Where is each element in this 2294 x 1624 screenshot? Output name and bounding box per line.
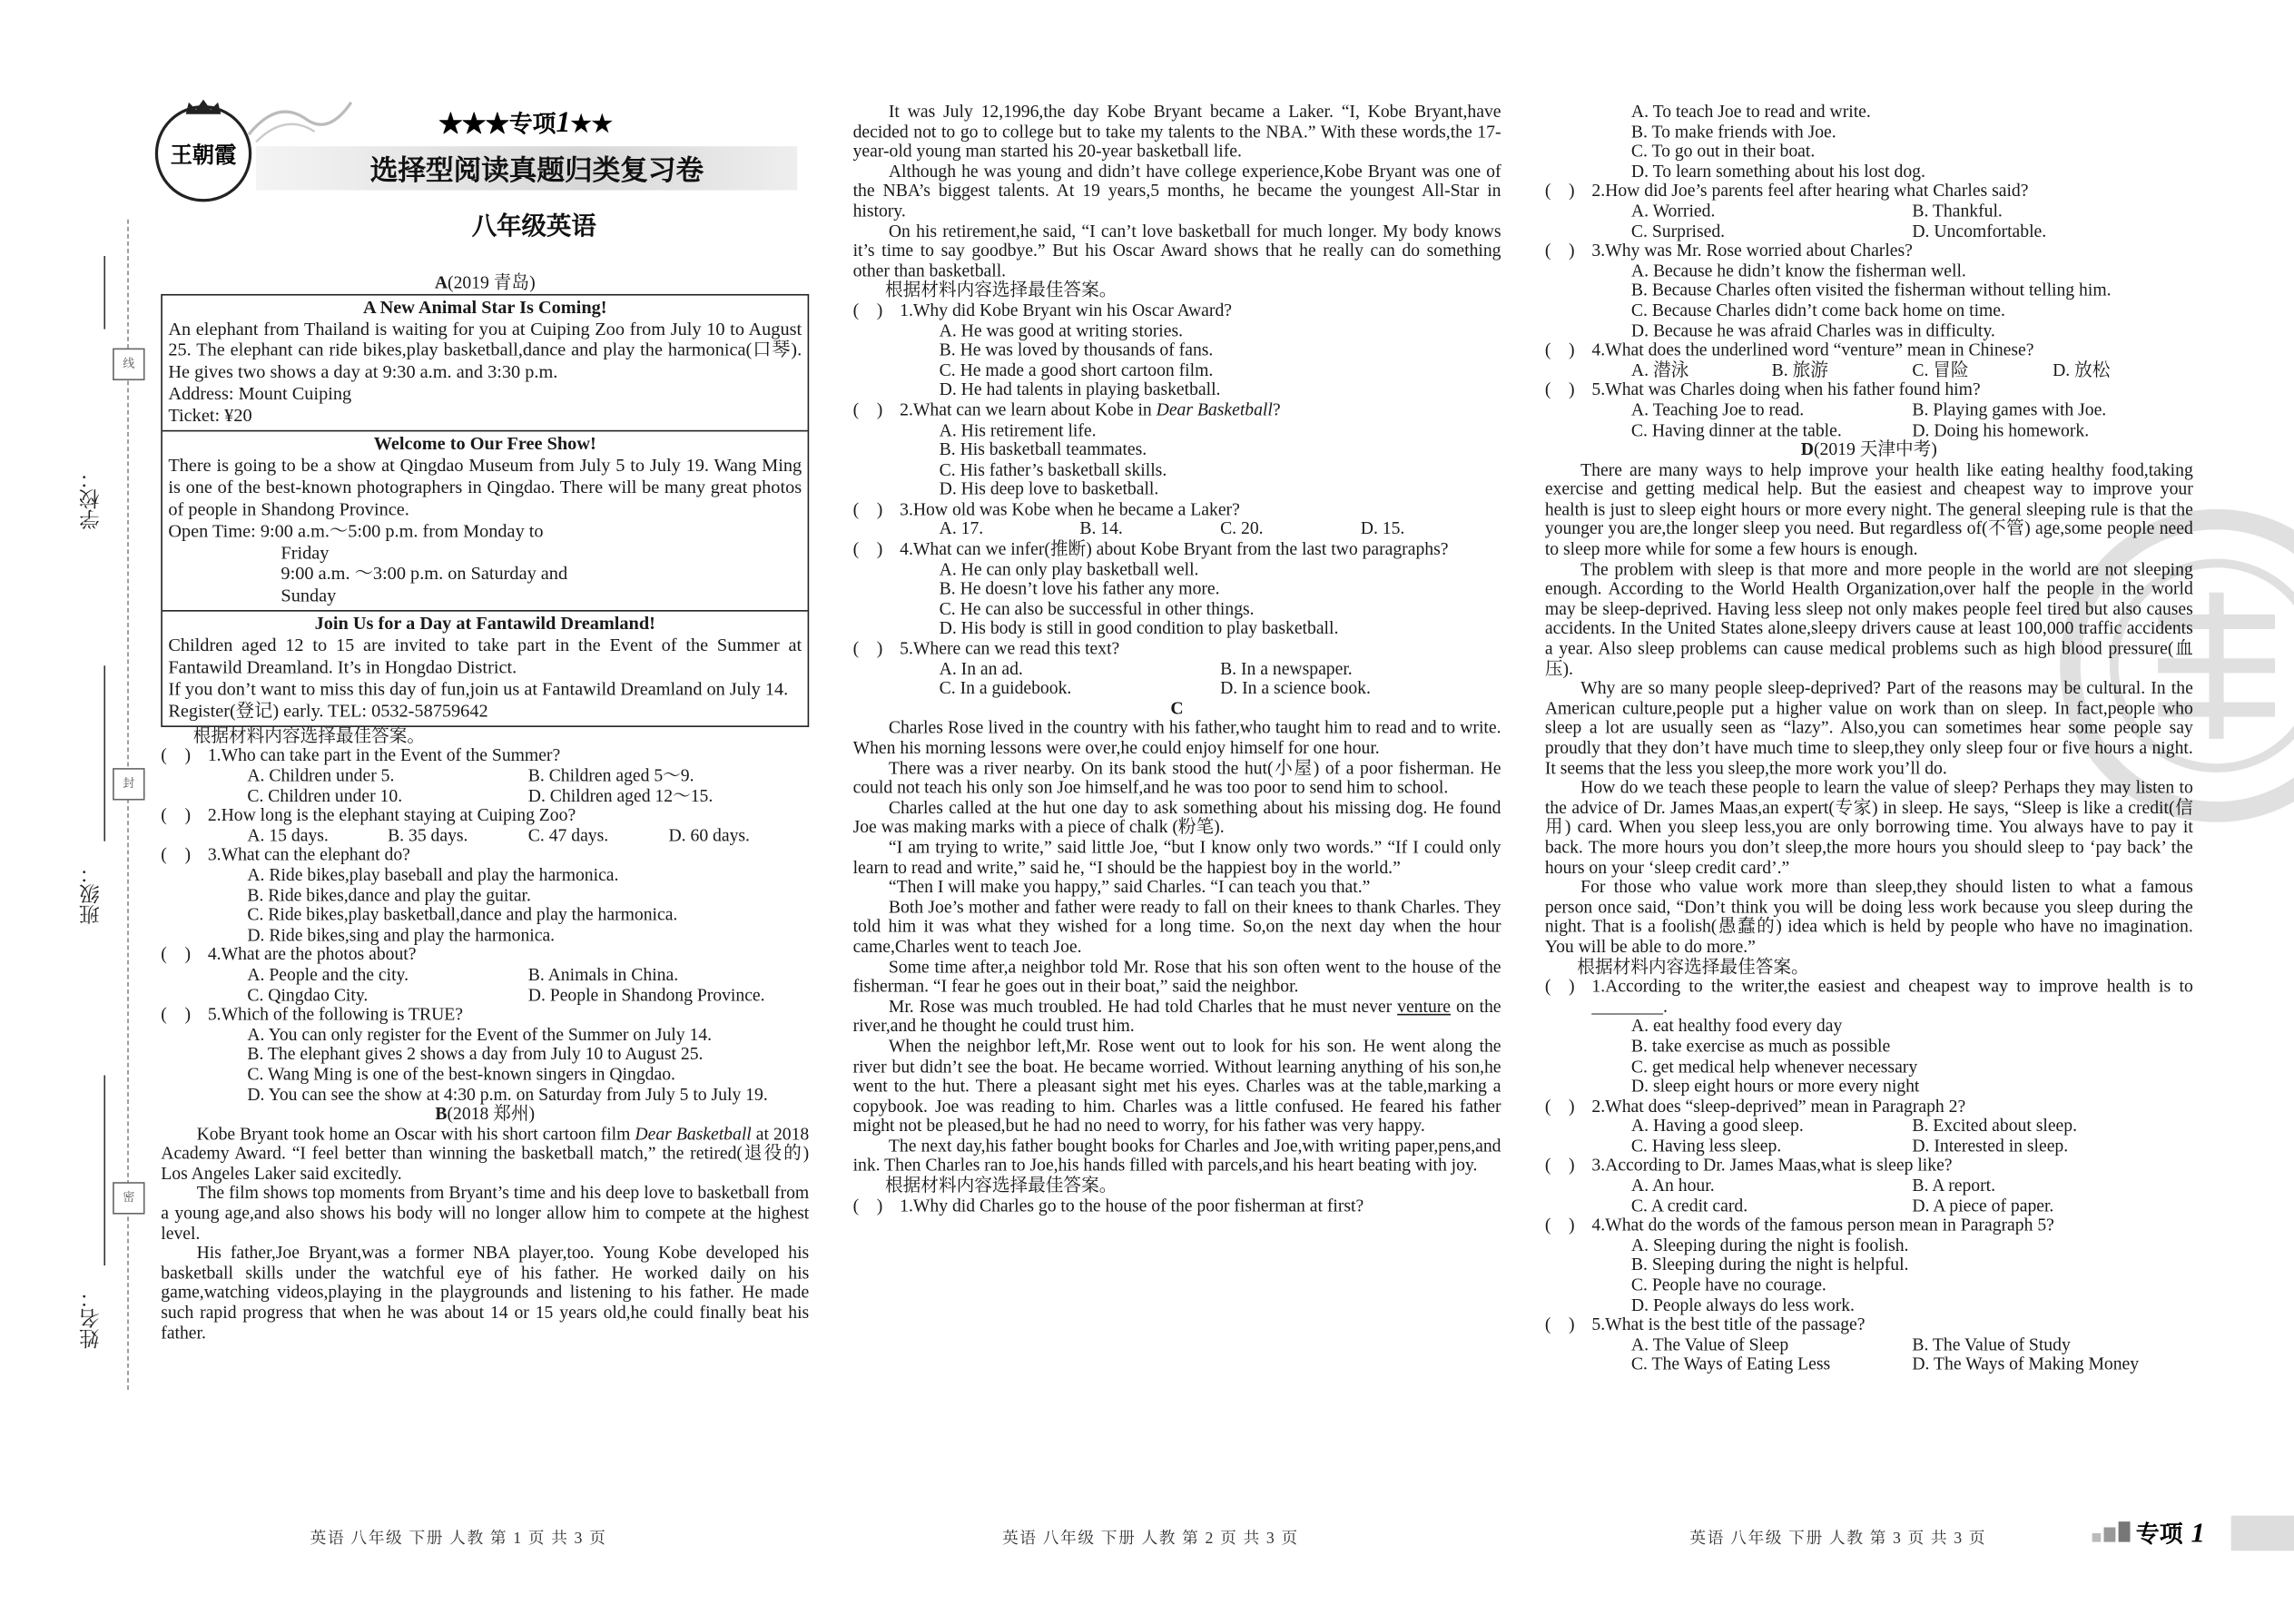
option: C. Because Charles didn’t come back home on time. — [1630, 300, 2005, 320]
question: ( ) 5.Where can we read this text? — [852, 637, 1120, 659]
option: B. He doesn’t love his father any more. — [939, 577, 1220, 599]
ad-title: Welcome to Our Free Show! — [373, 433, 596, 454]
corner-gray-band — [2231, 1516, 2294, 1551]
option: D. He had talents in playing basketball. — [939, 379, 1221, 400]
question-number: 3. — [1591, 1155, 1606, 1176]
instruction: 根据材料内容选择最佳答案。 — [1577, 956, 1809, 977]
question-number: 1. — [207, 744, 222, 766]
question — [161, 946, 809, 966]
option: D. To learn something about his lost dog. — [1630, 160, 1925, 182]
question: ( ) 2.What can we learn about Kobe in Dear Basketball? — [852, 399, 1281, 420]
corner-badge — [2136, 1516, 2205, 1551]
section-a-heading: A(2019 青岛) — [434, 271, 536, 293]
answer-blank[interactable]: ( ) — [161, 804, 192, 826]
ad-title: Join Us for a Day at Fantawild Dreamland! — [314, 613, 655, 635]
question — [161, 806, 809, 826]
option[interactable]: A. An hour. — [1630, 1175, 1715, 1196]
paragraph: “Then I will make you happy,” said Charles. “I can teach you that.” — [888, 876, 1371, 898]
answer-blank[interactable]: ( ) — [161, 1003, 192, 1025]
question-text: How long is the elephant staying at Cuiping Zoo? — [221, 804, 576, 826]
ad-body: There is going to be a show at Qingdao Museum from July 5 to July 19. Wang Ming is one of the best-known photographers in Qingdao. There will be many great photos of people in Shandong Province. — [168, 455, 802, 519]
question-number: 2. — [1591, 1095, 1606, 1117]
paragraph: It was July 12,1996,the day Kobe Bryant became a Laker. “I, Kobe Bryant,have decided not to go to college but to take my talents to the NBA.” With these words,the 17-year-old young man started his 20-year basketball life. — [852, 101, 1501, 162]
paragraph: Some time after,a neighbor told Mr. Rose that his son often went to the house of the fisherman. “I fear he goes out in their boat,” said the neighbor. — [852, 956, 1501, 997]
option[interactable]: C. The Ways of Eating Less — [1630, 1353, 1831, 1374]
option[interactable]: D. sleep eight hours or more every night — [1630, 1075, 1920, 1097]
ad-body: Children aged 12 to 15 are invited to take part in the Event of the Summer at Fantawild Dreamland. It’s in Hongdao District. — [168, 635, 802, 678]
option[interactable]: D. Children aged 12～15. — [527, 784, 714, 806]
binding-line — [103, 1076, 105, 1266]
ad-free-show — [162, 431, 808, 612]
paragraph: There was a river nearby. On its bank stood the hut(小屋) of a poor fisherman. He could not teach his only son Joe himself,and he was too poor to send him to school. — [852, 757, 1501, 798]
special-label: ★★★专项 — [438, 113, 556, 138]
question — [1545, 1315, 2193, 1335]
answer-blank[interactable]: ( ) — [1544, 1155, 1575, 1176]
question: ( ) 3.Why was Mr. Rose worried about Charles? — [1544, 240, 1913, 261]
option[interactable]: D. 60 days. — [668, 824, 750, 846]
question-text: What are the photos about? — [221, 944, 417, 965]
option[interactable]: C. People have no courage. — [1630, 1274, 1826, 1295]
option: C. His father’s basketball skills. — [939, 458, 1167, 480]
ad-body: An elephant from Thailand is waiting for you at Cuiping Zoo from July 10 to August 25. The elephant can ride bikes,play basketball,dance and play the harmonica(口琴). He gives two shows a day at 9:30 a.m. and 3:30 p.m. — [168, 318, 802, 383]
paragraph: The next day,his father bought books for Charles and Joe,with writing paper,pens,and ink. Then Charles ran to Joe,his hands filled with parcels,and his heart beating with joy. — [852, 1135, 1501, 1176]
answer-blank[interactable]: ( ) — [161, 844, 192, 866]
section-d-heading: D(2019 天津中考) — [1800, 438, 1937, 460]
option: D. His body is still in good condition to play basketball. — [939, 617, 1339, 639]
paragraph: Charles called at the hut one day to ask something about his missing dog. He found Joe was making marks with a piece of chalk (粉笔). — [852, 796, 1501, 838]
question-text: Who can take part in the Event of the Summer? — [221, 744, 561, 766]
option[interactable]: B. Excited about sleep. — [1912, 1115, 2078, 1137]
question-text: According to the writer,the easiest and cheapest way to improve health is to ________. — [1591, 976, 2193, 1017]
question: ( ) 4.What can we infer(推断) about Kobe Bryant from the last two paragraphs? — [852, 538, 1449, 559]
question: ( ) 2.How did Joe’s parents feel after hearing what Charles said? — [1544, 180, 2029, 202]
option: B. To make friends with Joe. — [1630, 121, 1836, 142]
special-badge — [438, 105, 612, 141]
underlined-word: venture — [1397, 996, 1452, 1017]
question-number: 5. — [1591, 1314, 1606, 1335]
option: D. Doing his homework. — [1912, 418, 2090, 440]
option: D. His deep love to basketball. — [939, 478, 1159, 500]
option[interactable]: D. People in Shandong Province. — [527, 983, 765, 1005]
option: A. Because he didn’t know the fisherman well. — [1630, 260, 1966, 281]
paragraph: The problem with sleep is that more and more people in the world are not sleeping enough. According to the World Health Organization,over half the people in the world may be sleep-deprived. Having less sleep not only makes people feel tired but also causes accidents. In the United States alone,sleepy drivers cause at least 100,000 traffic accidents a year. Also sleep problems can cause medical problems such as high blood pressure(血压). — [1544, 558, 2193, 679]
question-text: What is the best title of the passage? — [1605, 1314, 1866, 1335]
option: A. 17. — [939, 518, 984, 539]
question — [1545, 1156, 2193, 1176]
question-text: What can the elephant do? — [221, 844, 410, 866]
paragraph: Kobe Bryant took home an Oscar with his short cartoon film Dear Basketball at 2018 Academy Award. “I feel better than winning the basketball match,” the retired(退役的) Los Angeles Laker said excitedly. — [161, 1123, 810, 1184]
option: A. In an ad. — [939, 657, 1023, 679]
option: C. He made a good short cartoon film. — [939, 359, 1214, 380]
option[interactable]: A. People and the city. — [247, 963, 409, 985]
binding-line — [103, 256, 105, 330]
option[interactable]: D. The Ways of Making Money — [1912, 1353, 2140, 1374]
option: B. 旅游 — [1771, 359, 1828, 380]
option: C. He can also be successful in other things. — [939, 597, 1255, 619]
option[interactable]: C. Children under 10. — [247, 784, 403, 806]
question-text: According to Dr. James Maas,what is sleep like? — [1605, 1155, 1953, 1176]
option[interactable]: B. Animals in China. — [527, 963, 679, 985]
option[interactable]: D. You can see the show at 4:30 p.m. on Saturday from July 5 to July 19. — [247, 1083, 768, 1104]
special-stars: ★★ — [570, 113, 613, 138]
logo-text: 王朝霞 — [170, 143, 237, 168]
ad-body: If you don’t want to miss this day of fun,join us at Fantawild Dreamland on July 14. — [168, 678, 789, 700]
option: B. 14. — [1079, 518, 1123, 539]
option[interactable]: B. Ride bikes,dance and play the guitar. — [247, 884, 531, 905]
option[interactable]: C. 47 days. — [527, 824, 609, 846]
answer-blank[interactable]: ( ) — [161, 744, 192, 766]
paragraph: For those who value work more than sleep,they should listen to what a famous person once said, “Don’t think you will be doing less work because you sleep during the night. That is a foolish(愚蠢的) idea which is held by people who have no imagination. You will be able to do more.” — [1544, 876, 2193, 957]
option[interactable]: A. Having a good sleep. — [1630, 1115, 1804, 1137]
option: B. Because Charles often visited the fisherman without telling him. — [1630, 280, 2112, 300]
paragraph: There are many ways to help improve your health like eating healthy food,taking exercise and getting medical help. But the easiest and cheapest way to improve your health is just to sleep eight hours or more every night. The general sleeping rule is that the younger you are,the longer sleep you need. But regardless of(不管) age,some people need to sleep more while for some a few hours is enough. — [1544, 458, 2193, 559]
option: A. He can only play basketball well. — [939, 558, 1199, 579]
question-number: 3. — [207, 844, 222, 866]
page-footer: 英语 八年级 下册 人教 第 2 页 共 3 页 — [1001, 1530, 1299, 1549]
section-d-questions — [1545, 978, 2193, 1375]
option[interactable]: A. The Value of Sleep — [1630, 1334, 1789, 1355]
option: A. Teaching Joe to read. — [1630, 399, 1805, 420]
option[interactable]: B. Children aged 5～9. — [527, 764, 694, 786]
option: C. 冒险 — [1912, 359, 1969, 380]
main-title: 选择型阅读真题归类复习卷 — [369, 154, 704, 188]
paragraph: Why are so many people sleep-deprived? Part of the reasons may be cultural. In the American culture,people put a higher value on work than on sleep. In fact,people who sleep a lot are usually seen as “lazy”. Also,you can sometimes hear some people say proudly that they don’t have much time to sleep,they only sleep four or five hours a night. It seems that the less you sleep,the more work you’ll do. — [1544, 677, 2193, 778]
option[interactable]: B. Sleeping during the night is helpful. — [1630, 1254, 1909, 1275]
option[interactable]: C. get medical help whenever necessary — [1630, 1055, 1918, 1077]
logo — [155, 105, 251, 202]
school-label: 学校： — [79, 468, 103, 530]
section-c-heading: C — [1170, 697, 1184, 718]
option[interactable]: D. A piece of paper. — [1912, 1195, 2054, 1216]
paragraph: How do we teach these people to learn the value of sleep? Perhaps they may listen to the advice of Dr. James Maas,an expert(专家) in sleep. He says, “Sleep is like a credit(信用) card. When you sleep less,you are only borrowing time. You always have to pay it back. The more hours you don’t sleep,the more hours you should sleep to ‘pay back’ the hours on your ‘sleep credit card’.” — [1544, 777, 2193, 878]
question-text: Which of the following is TRUE? — [221, 1003, 463, 1025]
question-number: 4. — [1591, 1215, 1606, 1235]
class-label: 班级： — [79, 862, 103, 925]
special-number: 1 — [556, 106, 571, 140]
paragraph: Mr. Rose was much troubled. He had told Charles that he must never venture on the river,and he thought he could trust him. — [852, 996, 1501, 1037]
binding-line — [103, 665, 105, 841]
question — [161, 846, 809, 866]
option[interactable]: B. The elephant gives 2 shows a day from July 10 to August 25. — [247, 1043, 704, 1065]
section-b-heading: B(2018 郑州) — [435, 1103, 536, 1124]
answer-blank[interactable]: ( ) — [1544, 1314, 1575, 1335]
ad-open-time: 9:00 a.m. ～3:00 p.m. on Saturday and — [281, 564, 568, 585]
ad-dreamland — [162, 612, 808, 725]
option: D. Uncomfortable. — [1912, 220, 2047, 241]
option[interactable]: B. 35 days. — [388, 824, 468, 846]
option[interactable]: D. Interested in sleep. — [1912, 1135, 2069, 1156]
option[interactable]: C. Wang Ming is one of the best-known singers in Qingdao. — [247, 1063, 675, 1085]
answer-blank[interactable]: ( ) — [1544, 976, 1575, 997]
option[interactable]: B. take exercise as much as possible — [1630, 1035, 1891, 1057]
option: A. To teach Joe to read and write. — [1630, 101, 1871, 122]
question: ( ) 3.How old was Kobe when he became a Laker? — [852, 498, 1240, 519]
paragraph: Charles Rose lived in the country with his father,who taught him to read and to write. When his morning lessons were over,he could enjoy himself for one hour. — [852, 717, 1501, 758]
option[interactable]: A. 15 days. — [247, 824, 329, 846]
option[interactable]: C. Ride bikes,play basketball,dance and play the harmonica. — [247, 904, 678, 925]
question — [1545, 978, 2193, 1018]
seal-mark: 密 — [113, 1182, 144, 1214]
option: B. He was loved by thousands of fans. — [939, 340, 1214, 360]
subtitle: 八年级英语 — [471, 212, 596, 241]
question-text: What does “sleep-deprived” mean in Paragraph 2? — [1605, 1095, 1966, 1117]
paragraph: His father,Joe Bryant,was a former NBA player,too. Young Kobe developed his basketball skills under the watchful eye of his father. He worked daily on his game,watching videos,playing in the playgrounds and listening to his father. He made such rapid progress that when he was about 14 or 15 years old,he could finally beat his father. — [161, 1242, 810, 1343]
option[interactable]: A. Children under 5. — [247, 764, 395, 786]
ad-open-time: Friday — [281, 542, 330, 563]
instruction: 根据材料内容选择最佳答案。 — [192, 725, 426, 746]
ad-open-time: Sunday — [281, 586, 337, 606]
question-text: What do the words of the famous person mean in Paragraph 5? — [1605, 1215, 2054, 1235]
paragraph: On his retirement,he said, “I can’t love basketball for much longer. My body knows it’s time to say goodbye.” But his Oscar Award shows that he really can do something other than basketball. — [852, 220, 1501, 281]
option: B. Playing games with Joe. — [1912, 399, 2107, 420]
ad-ticket: Ticket: ¥20 — [168, 405, 252, 427]
option[interactable]: B. The Value of Study — [1912, 1334, 2071, 1355]
option[interactable]: C. A credit card. — [1630, 1195, 1748, 1216]
page-footer: 英语 八年级 下册 人教 第 3 页 共 3 页 — [1689, 1530, 1987, 1549]
option[interactable]: A. You can only register for the Event of the Summer on July 14. — [247, 1023, 713, 1045]
ad-box — [161, 293, 809, 726]
ribbon-decoration — [241, 91, 359, 149]
question — [1545, 1097, 2193, 1117]
question-number: 4. — [207, 944, 222, 965]
question — [1545, 1216, 2193, 1236]
corner-number: 1 — [2191, 1518, 2205, 1550]
question — [161, 1005, 809, 1025]
instruction: 根据材料内容选择最佳答案。 — [885, 280, 1117, 300]
option: A. His retirement life. — [939, 418, 1097, 440]
option: A. He was good at writing stories. — [939, 320, 1184, 340]
corner-decoration — [2092, 1521, 2133, 1548]
question: ( ) 1.Why did Kobe Bryant win his Oscar Award? — [852, 300, 1232, 320]
option: A. 潜泳 — [1630, 359, 1689, 380]
column-1 — [161, 273, 809, 1343]
option[interactable]: A. eat healthy food every day — [1630, 1015, 1843, 1037]
paragraph: When the neighbor left,Mr. Rose went out to look for his son. He went along the river but didn’t see the boat. He became worried. Without learning anything of his son,he went to the hut. There a pleasant sight met his eyes. Charles was at the table,marking a copybook. Joe was reading to him. Charles was a little confused. He feared his father might not be pleased,but he had no need to worry, for his father was very happy. — [852, 1035, 1501, 1137]
ad-open-time: Open Time: 9:00 a.m.～5:00 p.m. from Monday to — [168, 520, 544, 541]
option[interactable]: C. Having less sleep. — [1630, 1135, 1782, 1156]
answer-blank[interactable]: ( ) — [1544, 1095, 1575, 1117]
option: C. Having dinner at the table. — [1630, 418, 1842, 440]
option[interactable]: D. Ride bikes,sing and play the harmonica. — [247, 924, 556, 945]
question-number: 2. — [207, 804, 222, 826]
answer-blank[interactable]: ( ) — [161, 944, 192, 965]
name-label: 姓名： — [79, 1287, 103, 1349]
option: B. His basketball teammates. — [939, 438, 1147, 460]
option: D. Because he was afraid Charles was in difficulty. — [1630, 320, 1995, 340]
option: C. Surprised. — [1630, 220, 1726, 241]
option: D. 放松 — [2053, 359, 2111, 380]
question-number: 1. — [1591, 976, 1606, 997]
question — [161, 744, 809, 767]
paragraph: “I am trying to write,” said little Joe, “but I know only two words.” “If I could only learn to read and write,” said he, “I should be the happiest boy in the world.” — [852, 836, 1501, 878]
ad-elephant — [162, 295, 808, 432]
seal-mark: 线 — [113, 349, 144, 380]
seal-mark: 封 — [113, 768, 144, 800]
instruction: 根据材料内容选择最佳答案。 — [885, 1175, 1117, 1196]
paragraph: Although he was young and didn’t have college experience,Kobe Bryant was one of the NBA’s biggest talents. At 19 years,5 months, he became the youngest All-Star in history. — [852, 160, 1501, 221]
question: ( ) 5.What was Charles doing when his father found him? — [1544, 379, 1981, 400]
option[interactable]: D. People always do less work. — [1630, 1294, 1855, 1315]
page-footer: 英语 八年级 下册 人教 第 1 页 共 3 页 — [310, 1530, 607, 1549]
option: D. 15. — [1360, 518, 1405, 539]
section-a-questions — [161, 744, 809, 1105]
option: B. Thankful. — [1912, 200, 2003, 221]
option: C. In a guidebook. — [939, 677, 1072, 699]
option[interactable]: B. A report. — [1912, 1175, 1996, 1196]
question: ( ) 4.What does the underlined word “venture” mean in Chinese? — [1544, 340, 2034, 360]
option[interactable]: A. Sleeping during the night is foolish. — [1630, 1234, 1909, 1255]
question-number: 5. — [207, 1003, 222, 1025]
option: C. To go out in their boat. — [1630, 141, 1816, 162]
option: C. 20. — [1220, 518, 1264, 539]
ad-title: A New Animal Star Is Coming! — [362, 296, 607, 318]
column-2 — [853, 103, 1501, 1216]
paragraph: The film shows top moments from Bryant’s time and his deep love to basketball from a young age,and also shows his body will no longer allow him to compete at the highest level. — [161, 1182, 810, 1244]
answer-blank[interactable]: ( ) — [1544, 1215, 1575, 1235]
crown-icon — [184, 96, 222, 113]
option: D. In a science book. — [1220, 677, 1371, 699]
ad-address: Address: Mount Cuiping — [168, 383, 352, 405]
option: A. Worried. — [1630, 200, 1716, 221]
option[interactable]: A. Ride bikes,play baseball and play the harmonica. — [247, 864, 619, 885]
option: B. In a newspaper. — [1220, 657, 1353, 679]
corner-label: 专项 — [2135, 1520, 2183, 1549]
option[interactable]: C. Qingdao City. — [247, 983, 369, 1005]
question: ( ) 1.Why did Charles go to the house of the poor fisherman at first? — [852, 1195, 1364, 1216]
ad-register: Register(登记) early. TEL: 0532-58759642 — [168, 700, 488, 722]
watermark-emblem — [2055, 505, 2294, 827]
paragraph: Both Joe’s mother and father were ready to fall on their knees to thank Charles. They told him it was what they wished for a long time. So,on the next day when the hour came,Charles went to teach Joe. — [852, 896, 1501, 957]
